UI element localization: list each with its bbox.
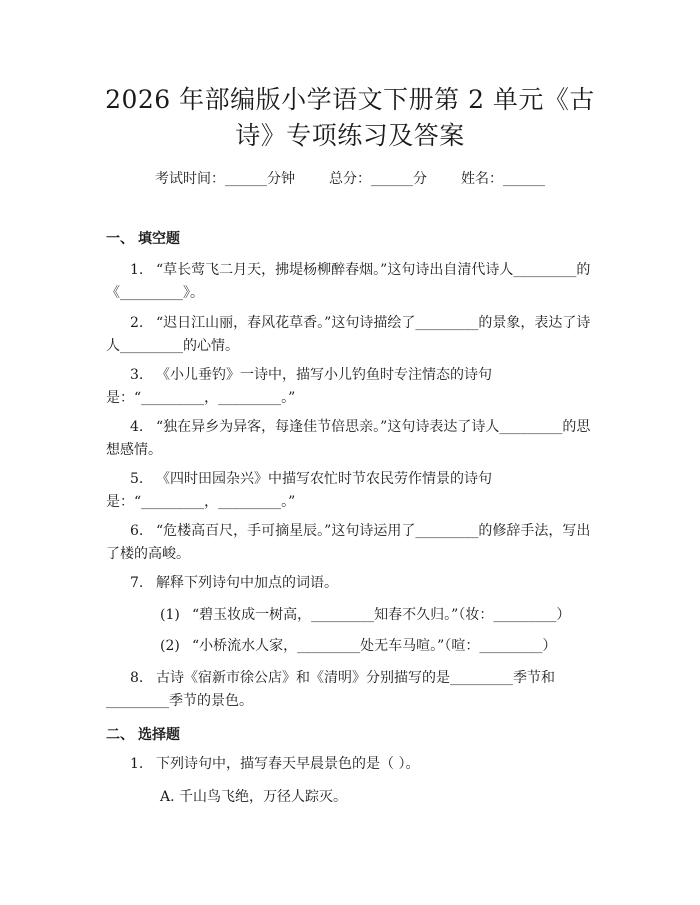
student-name: 姓名：______ bbox=[461, 171, 545, 187]
question-text: “独在异乡为异客，每逢佳节倍思亲。”这句诗表达了诗人_________的思想感情。 bbox=[106, 419, 591, 458]
title-line-2: 诗》专项练习及答案 bbox=[235, 121, 465, 150]
question-text: 《四时田园杂兴》中描写农忙时节农民劳作情景的诗句是：“_________，_________。” bbox=[106, 471, 492, 510]
question-number: 4. bbox=[130, 419, 144, 435]
question-number: 3. bbox=[130, 367, 144, 383]
question-item bbox=[106, 259, 592, 305]
question-item bbox=[106, 572, 592, 595]
section-heading-fill-blank bbox=[106, 229, 180, 249]
question-number: 5. bbox=[130, 471, 144, 487]
section-number: 二、 bbox=[106, 727, 134, 743]
section-title: 填空题 bbox=[138, 231, 180, 247]
question-text: 《小儿垂钓》一诗中，描写小儿钓鱼时专注情态的诗句是：“_________，_________。” bbox=[106, 367, 492, 406]
sub-question-text: “碧玉妆成一树高，_________知春不久归。”（妆：_________） bbox=[192, 607, 571, 623]
question-item bbox=[106, 468, 592, 514]
question-item bbox=[106, 364, 592, 410]
sub-question-item bbox=[160, 636, 580, 656]
question-item bbox=[106, 416, 592, 462]
exam-time: 考试时间：______分钟 bbox=[155, 171, 295, 187]
section-number: 一、 bbox=[106, 231, 134, 247]
exam-info bbox=[0, 169, 700, 189]
document-title bbox=[90, 82, 610, 154]
question-item bbox=[106, 520, 592, 566]
sub-question-number: (1) bbox=[160, 607, 180, 623]
question-number: 1. bbox=[130, 262, 144, 278]
section-heading-multiple-choice bbox=[106, 725, 180, 745]
question-number: 1. bbox=[130, 756, 144, 772]
sub-question-text: “小桥流水人家，_________处无车马喧。”（喧：_________） bbox=[192, 638, 557, 654]
question-text: 古诗《宿新市徐公店》和《清明》分别描写的是_________季节和_________季节的景色。 bbox=[106, 670, 555, 709]
sub-question-item bbox=[160, 605, 580, 625]
total-score: 总分：______分 bbox=[329, 171, 427, 187]
question-item bbox=[106, 312, 592, 358]
answer-option-a: A. 千山鸟飞绝，万径人踪灭。 bbox=[160, 789, 348, 805]
question-item bbox=[106, 753, 592, 776]
question-text: “草长莺飞二月天，拂堤杨柳醉春烟。”这句诗出自清代诗人_________的《_________》。 bbox=[106, 262, 591, 301]
question-number: 8. bbox=[130, 670, 144, 686]
question-text: “迟日江山丽，春风花草香。”这句诗描绘了_________的景象，表达了诗人_________的心情。 bbox=[106, 315, 591, 354]
title-line-1: 2026 年部编版小学语文下册第 2 单元《古 bbox=[105, 85, 595, 114]
question-text: 解释下列诗句中加点的词语。 bbox=[156, 575, 338, 591]
question-number: 2. bbox=[130, 315, 144, 331]
question-text: “危楼高百尺，手可摘星辰。”这句诗运用了_________的修辞手法，写出了楼的高峻。 bbox=[106, 523, 591, 562]
question-number: 7. bbox=[130, 575, 144, 591]
question-number: 6. bbox=[130, 523, 144, 539]
question-text: 下列诗句中，描写春天早晨景色的是（ ）。 bbox=[156, 756, 420, 772]
question-item bbox=[106, 667, 592, 713]
sub-question-number: (2) bbox=[160, 638, 180, 654]
section-title: 选择题 bbox=[138, 727, 180, 743]
